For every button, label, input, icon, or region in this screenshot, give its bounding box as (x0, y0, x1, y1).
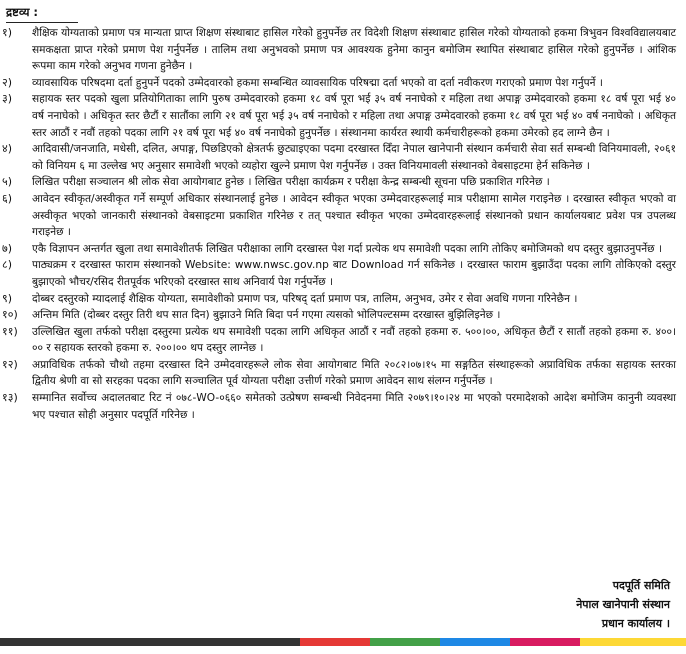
note-item (0, 390, 686, 423)
note-item (0, 25, 686, 75)
note-text: शैक्षिक योग्यताको प्रमाण पत्र मान्यता प्राप्त शिक्षण संस्थाबाट हासिल गरेको हुनुपर्नेछ तर विदेशी शिक्षण संस्थाबाट हासिल गरेको योग्यताको हकमा त्रिभुवन विश्वविद्यालयबाट समकक्षता प्राप्त गरेको प्रमाण पेश गर्नुपर्नेछ । तालिम तथा अनुभवको प्रमाण पत्र आवश्यक हुनेमा कानुन बमोजिम स्थापित संस्थाबाट हासिल गरेको हुनुपर्नेछ । आंशिक रूपमा काम गरेको अनुभव गणना हुनेछैन । (32, 27, 676, 73)
note-item (0, 141, 686, 174)
note-text: लिखित परीक्षा सञ्चालन श्री लोक सेवा आयोगबाट हुनेछ । लिखित परीक्षा कार्यक्रम र परीक्षा केन्द्र सम्बन्धी सूचना पछि प्रकाशित गरिनेछ । (32, 176, 550, 189)
note-text: सम्मानित सर्वोच्च अदालतबाट रिट नं ०७८-WO-०६६० समेतको उत्प्रेषण सम्बन्धी निवेदनमा मिति २०७९।१०।२४ मा भएको परमादेशको आदेश बमोजिम कानुनी व्यवस्था भए पश्चात सोही अनुसार पदपूर्ति गरिनेछ । (32, 392, 676, 421)
office-name: प्रधान कार्यालय । (601, 617, 670, 630)
notes-list (0, 25, 686, 423)
heading-underline (6, 22, 78, 23)
note-item (0, 75, 686, 92)
note-number: ६) (2, 191, 13, 205)
notes-heading: द्रष्टव्य : (6, 5, 39, 19)
note-item (0, 91, 686, 141)
note-number: ४) (2, 142, 13, 156)
note-text: व्यावसायिक परिषदमा दर्ता हुनुपर्ने पदको उम्मेदवारको हकमा सम्बन्धित व्यावसायिक परिषद्मा दर्ता भएको वा दर्ता नवीकरण गराएको प्रमाण पेश गर्नुपर्ने । (32, 76, 603, 89)
strip-segment-yellow (580, 638, 686, 646)
note-text: दोब्बर दस्तुरको म्यादलाई शैक्षिक योग्यता, समावेशीको प्रमाण पत्र, परिषद् दर्ता प्रमाण पत्र, तालिम, अनुभव, उमेर र सेवा अवधि गणना गरिनेछैन । (32, 292, 578, 305)
note-item (0, 357, 686, 390)
note-number: १) (2, 26, 13, 39)
note-number: ७) (2, 241, 13, 255)
strip-segment-magenta (510, 638, 580, 646)
note-number: ९) (2, 291, 13, 305)
note-number: ५) (2, 175, 13, 189)
strip-segment-dark (0, 638, 300, 646)
note-text: अप्राविधिक तर्फको चौथो तहमा दरखास्त दिने उम्मेदवारहरूले लोक सेवा आयोगबाट मिति २०८२।०७।१५ मा सङ्गठित संस्थाहरूको अप्राविधिक तर्फका सहायक स्तरका द्वितीय श्रेणी वा सो सरहका पदका लागि सञ्चालित पूर्व योग्यता परीक्षा उत्तीर्ण गरेको प्रमाण आवेदन साथ संलग्न गर्नुपर्नेछ । (32, 358, 676, 388)
committee-name: पदपूर्ति समिति (612, 579, 670, 592)
note-number: ३) (2, 92, 13, 106)
note-text: उल्लिखित खुला तर्फको परीक्षा दस्तुरमा प्रत्येक थप समावेशी पदका लागि अधिकृत आठौं र नवौं तहको हकमा रु. ५००।००, अधिकृत छैटौं र सातौं तहको हकमा रु. ४००।०० र सहायक स्तरको हकमा रु. २००।०० थप दस्तुर लाग्नेछ । (32, 325, 676, 355)
footer-color-strip (0, 638, 686, 646)
note-item (0, 324, 686, 357)
note-item (0, 307, 686, 324)
note-text: अन्तिम मिति (दोब्बर दस्तुर तिरी थप सात दिन) बुझाउने मिति बिदा पर्न गएमा त्यसको भोलिपल्टसम्म दरखास्त बुझिलिइनेछ । (32, 309, 501, 322)
strip-segment-blue (440, 638, 510, 646)
note-text: आदिवासी/जनजाति, मधेसी, दलित, अपाङ्ग, पिछडिएको क्षेत्रतर्फ छुट्याइएका पदमा दरखास्त दिँदा नेपाल खानेपानी संस्थान कर्मचारी सेवा सर्त सम्बन्धी विनियमावली, २०६१ को विनियम ६ मा उल्लेख भए अनुसार समावेशी भएको व्यहोरा खुल्ने प्रमाण पेश गर्नुपर्नेछ । उक्त विनियमावली संस्थानको वेबसाइटमा हेर्न सकिनेछ । (32, 143, 676, 172)
note-item (0, 191, 686, 241)
note-text: आवेदन स्वीकृत/अस्वीकृत गर्ने सम्पूर्ण अधिकार संस्थानलाई हुनेछ । आवेदन स्वीकृत भएका उम्मेदवारहरूलाई मात्र परीक्षामा सामेल गराइनेछ । दरखास्त स्वीकृत भएको वा अस्वीकृत भएको जानकारी संस्थानको वेबसाइटमा प्रकाशित गरिनेछ र तत् पश्चात स्वीकृत भएका उम्मेदवारहरूलाई संस्थानको प्रधान कार्यालयबाट प्रवेश पत्र उपलब्ध गराइनेछ । (32, 192, 676, 239)
note-number: २) (2, 75, 13, 89)
note-item (0, 257, 686, 290)
signature-block (576, 576, 670, 633)
note-number: १२) (2, 357, 18, 371)
strip-segment-red (300, 638, 370, 646)
note-number: ११) (2, 324, 18, 338)
note-number: १०) (2, 308, 18, 322)
note-item (0, 291, 686, 308)
organization-name: नेपाल खानेपानी संस्थान (576, 598, 670, 611)
note-text: एकै विज्ञापन अन्तर्गत खुला तथा समावेशीतर्फ लिखित परीक्षाका लागि दरखास्त पेश गर्दा प्रत्येक थप समावेशी पदका लागि तोकिए बमोजिमको थप दस्तुर बुझाउनुपर्नेछ । (32, 242, 662, 255)
note-text: सहायक स्तर पदको खुला प्रतियोगिताका लागि पुरुष उम्मेदवारको हकमा १८ वर्ष पूरा भई ३५ वर्ष ननाघेको र महिला तथा अपाङ्ग उम्मेदवारको हकमा १८ वर्ष पूरा भई ४० वर्ष ननाघेको । अधिकृत स्तर छैटौं र सातौंका लागि २१ वर्ष पूरा भई ३५ वर्ष ननाघेको र महिला तथा अपाङ्ग उम्मेदवारको हकमा १८ वर्ष पूरा भई ४० वर्ष ननाघेको । अधिकृत स्तर आठौं र नवौं तहको पदका लागि २१ वर्ष पूरा भई ४० वर्ष ननाघेको हुनुपर्नेछ । संस्थानमा कार्यरत स्थायी कर्मचारीहरूको हकमा उमेरको हद लाग्ने छैन । (32, 93, 676, 139)
strip-segment-green (370, 638, 440, 646)
note-item (0, 241, 686, 258)
note-text: पाठ्यक्रम र दरखास्त फाराम संस्थानको Website: www.nwsc.gov.np बाट Download गर्न सकिनेछ । दरखास्त फाराम बुझाउँदा पदका लागि तोकिएको दस्तुर बुझाएको भौचर/रसिद रीतपूर्वक भरिएको दरखास्त साथ अनिवार्य पेश गर्नुपर्नेछ । (32, 259, 676, 288)
note-number: १३) (2, 391, 18, 405)
note-item (0, 174, 686, 191)
note-number: ८) (2, 258, 13, 272)
